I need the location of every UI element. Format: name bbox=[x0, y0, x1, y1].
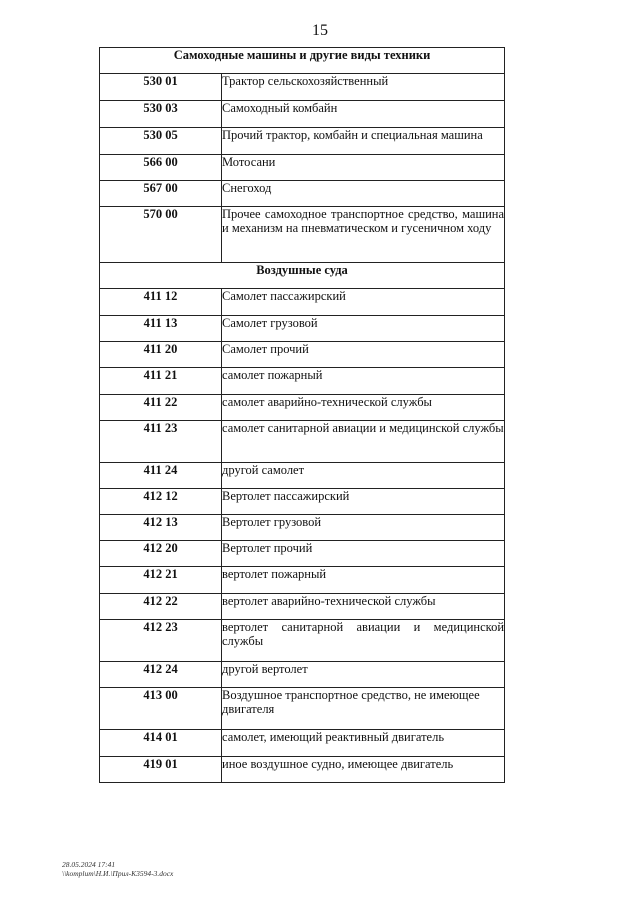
name-cell: Самолет прочий bbox=[222, 342, 505, 368]
code-cell: 570 00 bbox=[100, 207, 222, 263]
code-cell: 411 24 bbox=[100, 463, 222, 489]
table-row bbox=[100, 207, 505, 263]
footer-timestamp: 28.05.2024 17:41 bbox=[62, 860, 116, 869]
code-cell: 412 23 bbox=[100, 620, 222, 662]
code-cell: 413 00 bbox=[100, 688, 222, 730]
name-cell: вертолет санитарной авиации и медицинской службы bbox=[222, 620, 505, 662]
table-row bbox=[100, 662, 505, 688]
code-cell: 566 00 bbox=[100, 155, 222, 181]
code-cell: 567 00 bbox=[100, 181, 222, 207]
table-row bbox=[100, 730, 505, 757]
name-cell: Самолет пассажирский bbox=[222, 289, 505, 316]
table-row bbox=[100, 489, 505, 515]
code-cell: 419 01 bbox=[100, 757, 222, 783]
code-cell: 414 01 bbox=[100, 730, 222, 757]
name-cell: вертолет аварийно-технической службы bbox=[222, 594, 505, 620]
table-row bbox=[100, 101, 505, 128]
code-cell: 530 01 bbox=[100, 74, 222, 101]
table-row bbox=[100, 316, 505, 342]
code-cell: 412 20 bbox=[100, 541, 222, 567]
code-cell: 530 03 bbox=[100, 101, 222, 128]
section-header-row bbox=[100, 48, 505, 74]
table-row bbox=[100, 289, 505, 316]
code-cell: 411 13 bbox=[100, 316, 222, 342]
name-cell: Самоходный комбайн bbox=[222, 101, 505, 128]
page-number: 15 bbox=[312, 22, 328, 39]
code-cell: 412 22 bbox=[100, 594, 222, 620]
name-cell: Трактор сельскохозяйственный bbox=[222, 74, 505, 101]
code-cell: 411 12 bbox=[100, 289, 222, 316]
table-row bbox=[100, 515, 505, 541]
table-row bbox=[100, 395, 505, 421]
name-cell: самолет аварийно-технической службы bbox=[222, 395, 505, 421]
name-cell: самолет, имеющий реактивный двигатель bbox=[222, 730, 505, 757]
code-cell: 412 12 bbox=[100, 489, 222, 515]
name-cell: Вертолет грузовой bbox=[222, 515, 505, 541]
code-cell: 411 22 bbox=[100, 395, 222, 421]
table-row bbox=[100, 757, 505, 783]
name-cell: Прочее самоходное транспортное средство, машина и механизм на пневматическом и гусеничном ходу bbox=[222, 207, 505, 263]
name-cell: вертолет пожарный bbox=[222, 567, 505, 594]
name-cell: самолет пожарный bbox=[222, 368, 505, 395]
table-row bbox=[100, 368, 505, 395]
name-cell: другой вертолет bbox=[222, 662, 505, 688]
name-cell: Прочий трактор, комбайн и специальная машина bbox=[222, 128, 505, 155]
name-cell: иное воздушное судно, имеющее двигатель bbox=[222, 757, 505, 783]
section-title: Воздушные суда bbox=[100, 263, 505, 289]
table-row bbox=[100, 342, 505, 368]
name-cell: Снегоход bbox=[222, 181, 505, 207]
code-cell: 411 23 bbox=[100, 421, 222, 463]
table-row bbox=[100, 128, 505, 155]
footer-file-path: \\komplum\Н.И.\Прил-К3594-3.docx bbox=[62, 869, 174, 878]
code-cell: 412 21 bbox=[100, 567, 222, 594]
table-row bbox=[100, 421, 505, 463]
name-cell: самолет санитарной авиации и медицинской службы bbox=[222, 421, 505, 463]
section-header-row bbox=[100, 263, 505, 289]
name-cell: Мотосани bbox=[222, 155, 505, 181]
table-row bbox=[100, 541, 505, 567]
code-cell: 411 20 bbox=[100, 342, 222, 368]
name-cell: Вертолет прочий bbox=[222, 541, 505, 567]
table-row bbox=[100, 181, 505, 207]
table-row bbox=[100, 567, 505, 594]
name-cell: Самолет грузовой bbox=[222, 316, 505, 342]
table-row bbox=[100, 155, 505, 181]
vehicle-codes-table bbox=[99, 47, 505, 783]
code-cell: 412 13 bbox=[100, 515, 222, 541]
name-cell: Воздушное транспортное средство, не имеющее двигателя bbox=[222, 688, 505, 730]
table-row bbox=[100, 620, 505, 662]
code-cell: 411 21 bbox=[100, 368, 222, 395]
document-footer bbox=[62, 860, 173, 878]
table-row bbox=[100, 688, 505, 730]
name-cell: Вертолет пассажирский bbox=[222, 489, 505, 515]
code-cell: 530 05 bbox=[100, 128, 222, 155]
table-row bbox=[100, 594, 505, 620]
table-row bbox=[100, 74, 505, 101]
table-row bbox=[100, 463, 505, 489]
section-title: Самоходные машины и другие виды техники bbox=[100, 48, 505, 74]
name-cell: другой самолет bbox=[222, 463, 505, 489]
code-cell: 412 24 bbox=[100, 662, 222, 688]
